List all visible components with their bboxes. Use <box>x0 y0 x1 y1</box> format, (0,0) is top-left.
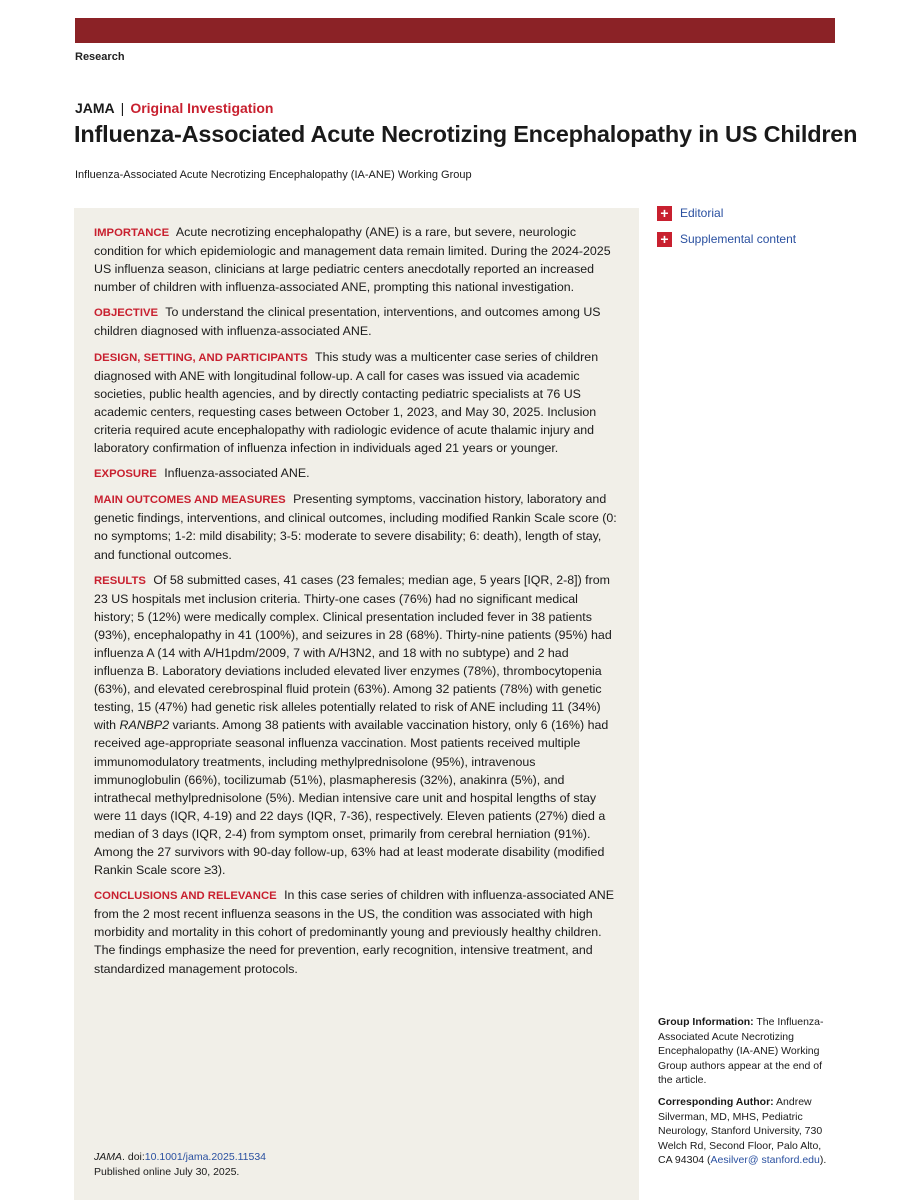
citation-journal: JAMA <box>94 1151 123 1163</box>
note-label: Corresponding Author: <box>658 1095 774 1108</box>
section-label: Research <box>75 51 125 63</box>
doi-line <box>94 1150 266 1165</box>
abstract-heading: IMPORTANCE <box>94 227 170 239</box>
note-suffix: ). <box>819 1154 827 1167</box>
journal-name: JAMA <box>75 100 115 116</box>
note-label: Group Information: <box>658 1016 754 1028</box>
abstract-importance <box>94 223 621 296</box>
abstract-heading: EXPOSURE <box>94 468 157 481</box>
abstract-outcomes <box>94 490 621 563</box>
abstract-body: variants. Among 38 patients with available vaccination history, only 6 (16%) had received age-appropriate seasonal influenza vaccination. Most patients received multiple immunomodulatory treatments, including methylprednisolone (95%), intravenous immunoglobulin (66%), tocilizumab (51%), plasmapheresis (32%), anakinra (5%), and intrathecal methylprednisolone (5%). Median intensive care unit and hospital lengths of stay were 11 days (IQR, 4-19) and 22 days (IQR, 7-36), respectively. Eleven patients (27%) died a median of 3 days (IQR, 2-4) from symptom onset, primarily from cerebral herniation (91%). Among the 27 survivors with 90-day follow-up, 63% had at least moderate disability (modified Rankin Scale score ≥3). <box>94 718 609 878</box>
abstract-objective <box>94 303 621 340</box>
plus-icon: + <box>657 206 672 221</box>
journal-banner <box>75 18 835 43</box>
email-link[interactable]: Aesilver@ stanford.edu <box>710 1154 820 1167</box>
abstract-body: Influenza-associated ANE. <box>164 466 310 481</box>
plus-icon: + <box>657 232 672 247</box>
article-title: Influenza-Associated Acute Necrotizing Encephalopathy in US Children <box>74 121 858 147</box>
abstract-body: Of 58 submitted cases, 41 cases (23 females; median age, 5 years [IQR, 2-8]) from 23 US hospitals met inclusion criteria. Thirty-one cases (76%) had no significant medical history; 5 (12%) were medically complex. Clinical presentation included fever in 38 patients (93%), encephalopathy in 41 (100%), and seizures in 28 (68%). Thirty-nine patients (95%) had influenza A (14 with A/H1pdm/2009, 7 with A/H3N2, and 18 with no subtype) and 2 had influenza B. Laboratory deviations included elevated liver enzymes (78%), thrombocytopenia (63%), and elevated cerebrospinal fluid protein (63%). Among 32 patients (78%) with genetic testing, 15 (47%) had genetic risk alleles potentially related to risk of ANE including 11 (34%) with <box>94 572 612 733</box>
abstract-heading: CONCLUSIONS AND RELEVANCE <box>94 890 277 903</box>
abstract-body: In this case series of children with influenza-associated ANE from the 2 most recent influenza seasons in the US, the condition was associated with high morbidity and mortality in this cohort of predominantly young and previously healthy children. The findings emphasize the need for prevention, early recognition, intensive treatment, and standardized management protocols. <box>94 888 615 976</box>
link-label: Editorial <box>680 206 724 220</box>
abstract <box>94 223 621 985</box>
link-label: Supplemental content <box>680 232 797 246</box>
author-byline: Influenza-Associated Acute Necrotizing Encephalopathy (IA-ANE) Working Group <box>75 169 472 181</box>
abstract-body: To understand the clinical presentation, interventions, and outcomes among US children diagnosed with influenza-associated ANE. <box>94 305 601 339</box>
journal-line <box>75 100 273 116</box>
journal-separator: | <box>120 100 125 116</box>
abstract-heading: OBJECTIVE <box>94 307 159 320</box>
supplemental-content-link[interactable] <box>657 231 796 247</box>
published-date: Published online July 30, 2025. <box>94 1166 240 1178</box>
citation <box>94 1150 266 1180</box>
abstract-body: Presenting symptoms, vaccination history, laboratory and genetic findings, interventions, and clinical outcomes, including modified Rankin Scale score (0: no symptoms; 1-2: mild disability; 3-5: moderate to severe disability; 6: death), length of stay, and functional outcomes. <box>94 492 617 562</box>
abstract-design <box>94 348 621 458</box>
abstract-exposure <box>94 464 621 483</box>
abstract-conclusions <box>94 886 621 977</box>
note-text: The Influenza-Associated Acute Necrotizing Encephalopathy (IA-ANE) Working Group authors appear at the end of the article. <box>658 1016 824 1087</box>
abstract-heading: RESULTS <box>94 574 146 587</box>
doi-link[interactable]: 10.1001/jama.2025.11534 <box>144 1151 267 1163</box>
related-links <box>657 205 796 257</box>
group-information <box>658 1015 838 1088</box>
abstract-heading: DESIGN, SETTING, AND PARTICIPANTS <box>94 351 308 364</box>
gene-name: RANBP2 <box>119 718 170 733</box>
abstract-heading: MAIN OUTCOMES AND MEASURES <box>94 494 286 507</box>
abstract-body: This study was a multicenter case series of children diagnosed with ANE with longitudinal follow-up. A call for cases was issued via academic societies, public health agencies, and by directly contacting pediatric specialists at 76 US academic centers, requesting cases between October 1, 2023, and May 30, 2025. Inclusion criteria required acute encephalopathy with radiologic evidence of acute thalamic injury and laboratory confirmation of influenza infection in individuals aged 21 years or younger. <box>94 349 599 456</box>
note-text: Andrew Silverman, MD, MHS, Pediatric Neurology, Stanford University, 730 Welch Rd, Second Floor, Palo Alto, CA 94304 ( <box>658 1095 823 1167</box>
corresponding-author <box>658 1095 838 1168</box>
side-notes <box>658 1015 838 1175</box>
abstract-results <box>94 571 621 880</box>
abstract-body: Acute necrotizing encephalopathy (ANE) is a rare, but severe, neurologic condition for which epidemiologic and management data remain limited. During the 2024-2025 US influenza season, clinicians at large pediatric centers anecdotally reported an increased number of children with influenza-associated ANE, prompting this national investigation. <box>94 225 611 295</box>
article-type: Original Investigation <box>130 100 274 116</box>
editorial-link[interactable] <box>657 205 796 221</box>
doi-prefix: . doi: <box>122 1151 145 1163</box>
